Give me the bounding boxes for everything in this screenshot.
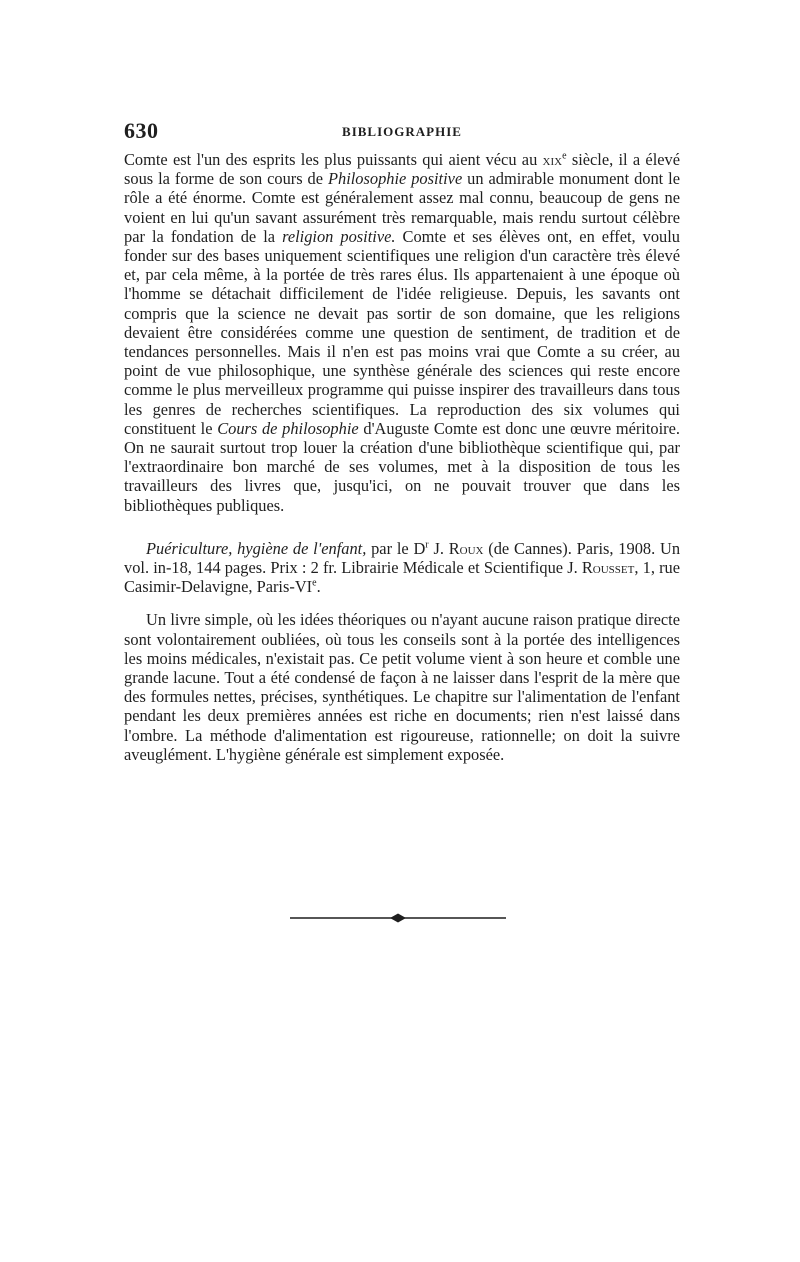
superscript: e	[562, 150, 567, 162]
text-run: d'Auguste Comte est donc une œuvre méritoire. On ne saurait surtout trop louer la création d'une bibliothèque scientifique qui, par l'extraordinaire bon marché de ses volumes, met à la disposition de tous les travailleurs des livres que, jusqu'ici, on ne pouvait trouver que dans les bibliothèques publiques.	[124, 418, 680, 515]
bibliographic-entry	[124, 539, 680, 597]
superscript: r	[425, 539, 429, 551]
work-title: religion positive.	[282, 226, 396, 246]
text-run: , 1, rue Casimir-Delavigne, Paris-VI	[124, 558, 681, 597]
page-header	[124, 114, 680, 150]
superscript: e	[312, 577, 317, 589]
review-paragraph-comte	[124, 150, 680, 515]
publisher-name: Rousset	[581, 558, 635, 578]
ornament-diamond	[390, 914, 406, 923]
section-end-ornament	[290, 912, 506, 924]
book-title: Puériculture, hygiène de l'enfant,	[146, 538, 367, 558]
author-name: Roux	[448, 538, 484, 558]
text-run: siècle, il a élevé sous la forme de son cours de	[124, 150, 680, 189]
review-paragraph-puericulture: Un livre simple, où les idées théoriques ou n'ayant aucune raison pratique directe sont volontairement oubliées, où tous les conseils sont à la portée des intelligences les moins médicales, n'existait pas. Ce petit volume vient à son heure et comble une grande lacune. Tout a été condensé de façon à ne laisser dans l'esprit de la mère que des formules nettes, précises, synthétiques. Le chapitre sur l'alimentation de l'enfant pendant les deux premières années est riche en documents; rien n'est laissé dans l'ombre. La méthode d'alimentation est rigoureuse, rationnelle; on doit la suivre aveuglément. L'hygiène générale est simplement exposée.	[124, 610, 680, 764]
text-run: un admirable monument dont le rôle a été énorme. Comte est généralement assez mal connu, beaucoup de gens ne voient en lui qu'un savant assurément très remarquable, mais rendu surtout célèbre par la fondation de la	[124, 169, 680, 246]
text-run: Comte est l'un des esprits les plus puissants qui aient vécu au	[124, 150, 543, 169]
text-run: .	[316, 577, 321, 597]
page-number: 630	[124, 118, 159, 143]
book-page	[124, 114, 680, 764]
text-run: par le D	[366, 538, 426, 558]
century-numeral: xix	[542, 150, 563, 169]
text-run: Comte et ses élèves ont, en effet, voulu fonder sur des bases uniquement scientifiques une religion d'un caractère très élevé et, par cela même, à la portée de très rares élus. Ils appartenaient à une époque où l'homme se détachait difficilement de l'idée religieuse. Depuis, les savants ont compris que la science ne devait pas sortir de son domaine, que les religions devaient être considérées comme une question de sentiment, de tradition et de tendances personnelles. Mais il n'en est pas moins vrai que Comte a su créer, au point de vue philosophique, une synthèse générale des sciences qui reste encore comme le plus merveilleux programme qui puisse inspirer des travailleurs dans tous les genres de recherches scientifiques. La reproduction des six volumes qui constituent le	[124, 226, 680, 438]
work-title: Philosophie positive	[327, 169, 463, 189]
running-head: BIBLIOGRAPHIE	[342, 124, 462, 139]
text-run: (de Cannes). Paris, 1908. Un vol. in-18, 144 pages. Prix : 2 fr. Librairie Médicale et Scientifique J.	[124, 538, 681, 578]
text-run: J.	[428, 538, 449, 558]
work-title: Cours de philosophie	[217, 418, 359, 438]
